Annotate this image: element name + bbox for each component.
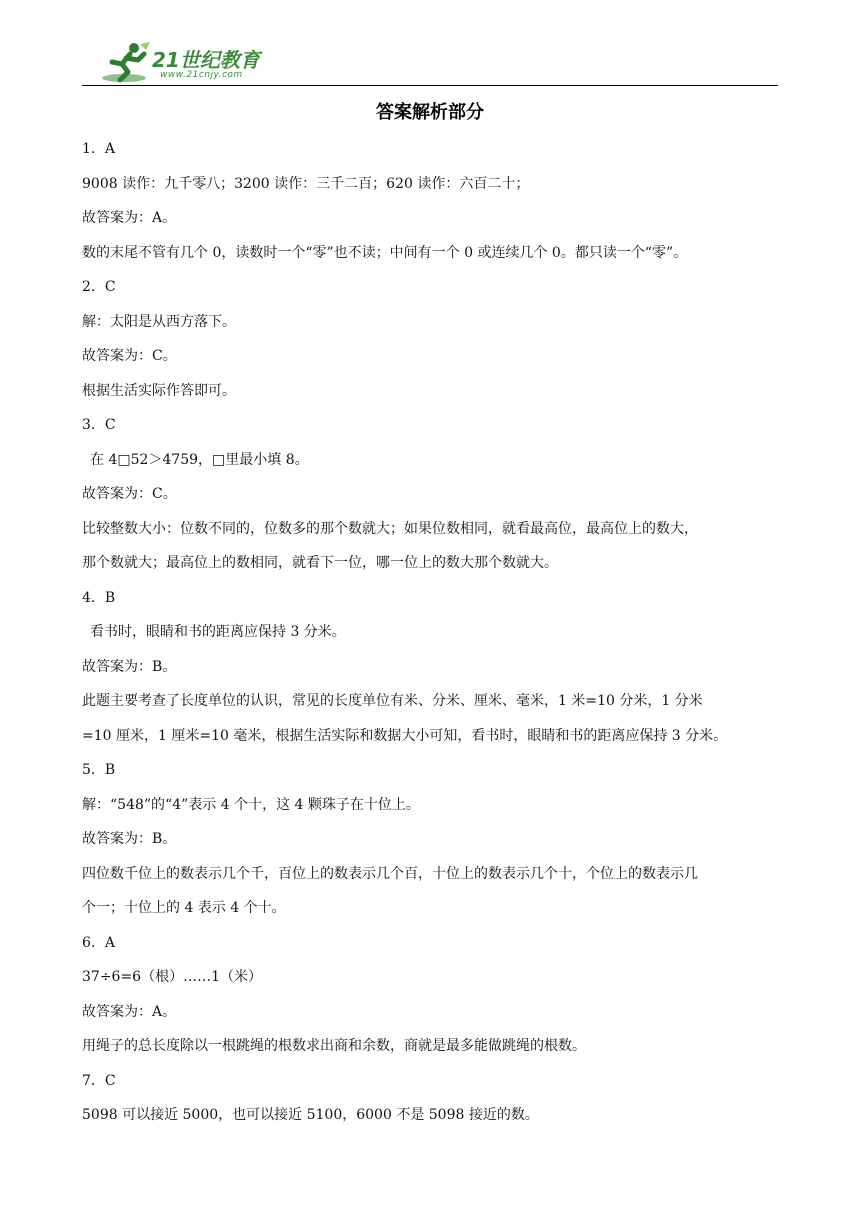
logo-title: 21世纪教育 xyxy=(152,48,260,72)
answer-5-solution: 解：“548”的“4”表示 4 个十，这 4 颗珠子在十位上。 xyxy=(82,796,420,813)
header-divider xyxy=(82,85,778,86)
answer-6-solution: 37÷6=6（根）……1（米） xyxy=(82,969,262,985)
answer-4-solution: 看书时，眼睛和书的距离应保持 3 分米。 xyxy=(90,624,346,640)
answer-1-heading: 1．A xyxy=(82,141,116,157)
answer-7-solution: 5098 可以接近 5000，也可以接近 5100，6000 不是 5098 接近的数。 xyxy=(82,1107,539,1123)
answer-6-heading: 6．A xyxy=(82,934,116,951)
answer-1-analysis: 数的末尾不管有几个 0，读数时一个“零”也不读；中间有一个 0 或连续几个 0。都只读一个“零”。 xyxy=(82,244,688,261)
answer-2-conclusion: 故答案为：C。 xyxy=(82,348,177,364)
answer-3-analysis: 比较整数大小：位数不同的，位数多的那个数就大；如果位数相同，就看最高位，最高位上的数大， xyxy=(82,520,698,537)
answer-1-solution: 9008 读作：九千零八；3200 读作：三千二百；620 读作：六百二十； xyxy=(82,175,530,192)
answer-body xyxy=(82,132,782,1133)
answer-4-heading: 4．B xyxy=(82,589,116,606)
answer-6-conclusion: 故答案为：A。 xyxy=(82,1003,177,1020)
answer-3-conclusion: 故答案为：C。 xyxy=(82,486,177,502)
answer-5-conclusion: 故答案为：B。 xyxy=(82,831,177,847)
answer-3-solution: 在 4□52＞4759，□里最小填 8。 xyxy=(90,451,309,468)
answer-6-analysis: 用绳子的总长度除以一根跳绳的根数求出商和余数，商就是最多能做跳绳的根数。 xyxy=(82,1038,586,1054)
answer-2-solution: 解：太阳是从西方落下。 xyxy=(82,313,236,330)
answer-3-heading: 3．C xyxy=(82,417,116,433)
answer-7-heading: 7．C xyxy=(82,1072,116,1089)
answer-1-conclusion: 故答案为：A。 xyxy=(82,210,177,226)
answer-3-analysis-cont: 那个数就大；最高位上的数相同，就看下一位，哪一位上的数大那个数就大。 xyxy=(82,555,558,571)
answer-4-analysis-cont: =10 厘米，1 厘米=10 毫米，根据生活实际和数据大小可知，看书时，眼睛和书的距离应保持 3 分米。 xyxy=(82,727,728,744)
answer-2-analysis: 根据生活实际作答即可。 xyxy=(82,382,236,399)
answer-4-analysis: 此题主要考查了长度单位的认识，常见的长度单位有米、分米、厘米、毫米，1 米=10 分米，1 分米 xyxy=(82,693,703,709)
running-figure-logo-icon xyxy=(100,40,152,86)
answer-4-conclusion: 故答案为：B。 xyxy=(82,658,177,675)
answer-5-analysis-cont: 个一；十位上的 4 表示 4 个十。 xyxy=(82,900,286,916)
answer-5-analysis: 四位数千位上的数表示几个千，百位上的数表示几个百，十位上的数表示几个十，个位上的数表示几 xyxy=(82,865,698,882)
page-header xyxy=(82,36,778,88)
site-logo xyxy=(100,40,280,86)
answer-5-heading: 5．B xyxy=(82,762,116,778)
logo-url: www.21cnjy.com xyxy=(160,70,243,80)
page-title: 答案解析部分 xyxy=(376,102,484,123)
answer-2-heading: 2．C xyxy=(82,279,116,295)
